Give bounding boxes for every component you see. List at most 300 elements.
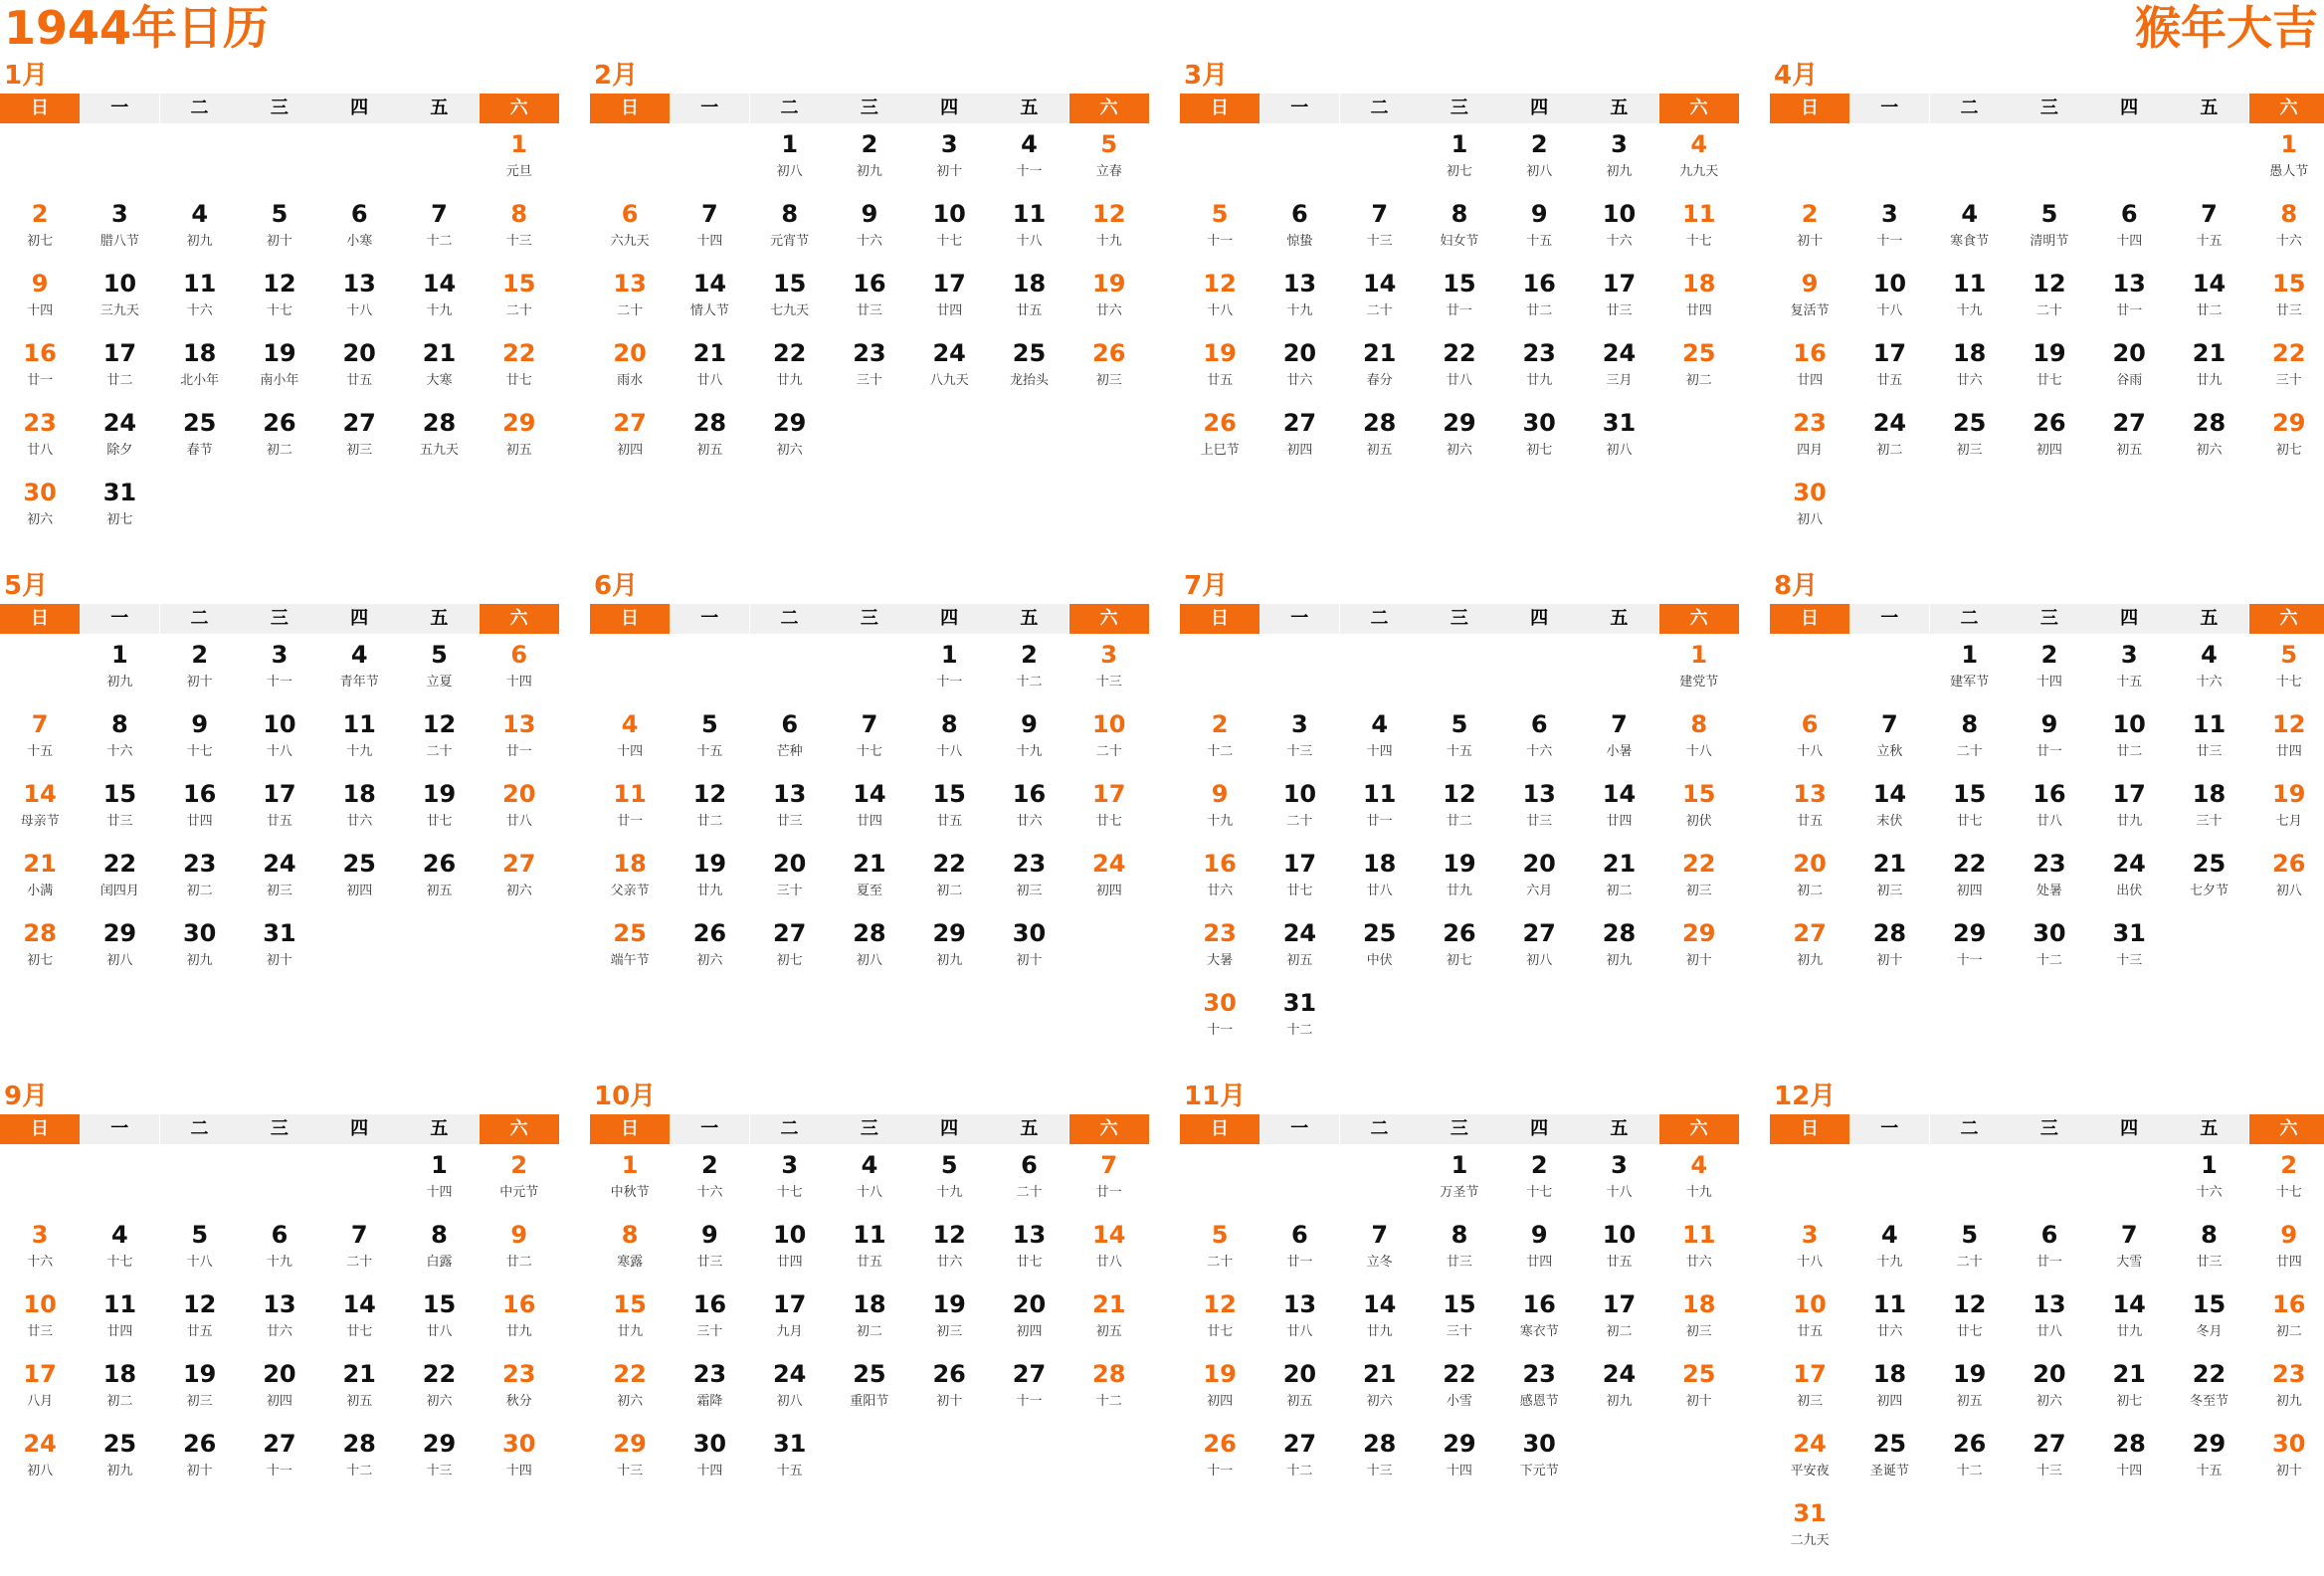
lunar-label: 中秋节 <box>610 1185 650 1200</box>
weekday-label: 五 <box>989 604 1068 634</box>
day-cell <box>0 1423 80 1492</box>
day-number: 22 <box>1443 339 1476 367</box>
day-number: 8 <box>2201 1221 2218 1249</box>
lunar-label: 初九 <box>186 953 213 968</box>
day-cell <box>2249 123 2324 193</box>
day-cell <box>1770 402 1849 472</box>
day-cell <box>1259 912 1339 982</box>
day-number: 17 <box>1793 1360 1827 1388</box>
day-number: 23 <box>23 409 57 437</box>
weekday-label: 一 <box>1259 1114 1339 1144</box>
day-number: 18 <box>853 1290 886 1318</box>
weekday-label: 六 <box>480 604 559 634</box>
lunar-label: 初三 <box>1016 884 1043 898</box>
lunar-label: 九九天 <box>1679 164 1719 179</box>
weekday-label: 日 <box>1770 1114 1849 1144</box>
lunar-label: 初四 <box>2035 443 2062 458</box>
lunar-label: 二十 <box>2035 303 2062 318</box>
day-cell <box>750 703 830 773</box>
day-cell <box>1180 1423 1259 1492</box>
day-number: 25 <box>1012 339 1047 367</box>
day-grid <box>0 1144 559 1492</box>
day-number: 30 <box>1012 919 1047 947</box>
day-cell <box>2010 193 2089 263</box>
lunar-label: 十三 <box>426 1464 453 1478</box>
lunar-label: 二十 <box>346 1255 373 1270</box>
lunar-label: 初四 <box>1286 443 1313 458</box>
day-number: 10 <box>1092 710 1126 738</box>
lunar-label: 十七 <box>2275 1185 2302 1200</box>
day-number: 19 <box>263 339 296 367</box>
day-cell <box>989 773 1068 843</box>
day-number: 14 <box>422 270 457 297</box>
day-cell <box>240 634 319 703</box>
day-number: 10 <box>772 1221 807 1249</box>
day-number: 16 <box>23 339 57 367</box>
day-number: 10 <box>1872 270 1907 297</box>
lunar-label: 初二 <box>2275 1324 2302 1339</box>
lunar-label: 初三 <box>186 1394 213 1409</box>
lunar-label: 十六 <box>1606 234 1633 249</box>
day-cell <box>1259 1353 1339 1423</box>
day-number: 29 <box>2192 1430 2227 1458</box>
weekday-label: 六 <box>1659 1114 1739 1144</box>
day-cell <box>670 1144 749 1214</box>
day-cell <box>1659 912 1739 982</box>
weekday-label: 三 <box>240 604 319 634</box>
day-cell <box>1659 843 1739 912</box>
day-number: 19 <box>1203 339 1237 367</box>
day-cell <box>989 703 1068 773</box>
day-number: 20 <box>263 1360 296 1388</box>
day-cell <box>1340 402 1420 472</box>
day-number: 28 <box>1362 409 1397 437</box>
lunar-label: 初六 <box>617 1394 644 1409</box>
day-number: 25 <box>102 1430 137 1458</box>
day-cell <box>1579 1144 1658 1214</box>
day-cell <box>240 263 319 332</box>
day-number: 27 <box>613 409 647 437</box>
empty-cell <box>750 634 830 703</box>
day-number: 29 <box>2272 409 2306 437</box>
day-cell <box>80 472 159 541</box>
day-cell <box>80 703 159 773</box>
weekday-label: 四 <box>909 604 989 634</box>
day-number: 20 <box>1282 1360 1317 1388</box>
day-cell <box>1930 1214 2010 1283</box>
lunar-label: 初五 <box>2116 443 2143 458</box>
lunar-label: 廿三 <box>776 814 803 829</box>
lunar-label: 十七 <box>776 1185 803 1200</box>
lunar-label: 廿七 <box>2035 373 2062 388</box>
day-number: 23 <box>1522 1360 1556 1388</box>
day-number: 28 <box>23 919 57 947</box>
lunar-label: 初四 <box>1207 1394 1234 1409</box>
day-cell <box>1180 1353 1259 1423</box>
day-number: 13 <box>1793 780 1827 808</box>
day-number: 21 <box>422 339 457 367</box>
weekday-header <box>0 604 559 634</box>
lunar-label: 十八 <box>1685 744 1712 759</box>
lunar-label: 初二 <box>936 884 963 898</box>
day-cell <box>2089 402 2169 472</box>
weekday-header <box>1770 1114 2324 1144</box>
day-cell <box>750 773 830 843</box>
day-number: 13 <box>502 710 536 738</box>
day-cell <box>1579 703 1658 773</box>
day-number: 5 <box>701 710 718 738</box>
day-cell <box>80 1283 159 1353</box>
lunar-label: 二十 <box>1095 744 1122 759</box>
weekday-label: 二 <box>160 1114 240 1144</box>
lunar-label: 初六 <box>426 1394 453 1409</box>
day-cell <box>670 263 749 332</box>
day-number: 13 <box>1282 270 1317 297</box>
day-cell <box>1180 1214 1259 1283</box>
empty-cell <box>2169 123 2248 193</box>
lunar-label: 廿五 <box>1797 814 1824 829</box>
day-cell <box>319 402 399 472</box>
weekday-label: 六 <box>2249 1114 2324 1144</box>
day-number: 17 <box>23 1360 57 1388</box>
day-number: 22 <box>1443 1360 1476 1388</box>
day-cell <box>750 1214 830 1283</box>
day-cell <box>1499 1283 1579 1353</box>
day-cell <box>750 193 830 263</box>
day-cell <box>80 332 159 402</box>
day-number: 19 <box>1952 1360 1987 1388</box>
month-block <box>590 58 1149 555</box>
day-number: 15 <box>772 270 807 297</box>
day-number: 20 <box>502 780 536 808</box>
empty-cell <box>240 123 319 193</box>
lunar-label: 感恩节 <box>1519 1394 1559 1409</box>
day-number: 28 <box>2192 409 2227 437</box>
day-cell <box>1849 773 1929 843</box>
lunar-label: 廿三 <box>27 1324 54 1339</box>
day-cell <box>909 1144 989 1214</box>
day-cell <box>1770 472 1849 541</box>
weekday-label: 六 <box>2249 604 2324 634</box>
lunar-label: 出伏 <box>2116 884 2143 898</box>
day-cell <box>240 703 319 773</box>
lunar-label: 廿五 <box>1797 1324 1824 1339</box>
day-cell <box>1849 703 1929 773</box>
day-number: 11 <box>102 1290 137 1318</box>
day-cell <box>1069 1353 1149 1423</box>
lunar-label: 十八 <box>346 303 373 318</box>
weekday-label: 三 <box>240 1114 319 1144</box>
day-number: 22 <box>932 850 966 878</box>
lunar-label: 廿五 <box>266 814 292 829</box>
day-number: 16 <box>1522 1290 1556 1318</box>
lunar-label: 大暑 <box>1207 953 1234 968</box>
day-cell <box>1340 703 1420 773</box>
lunar-label: 母亲节 <box>20 814 60 829</box>
lunar-label: 廿四 <box>2275 744 2302 759</box>
day-number: 2 <box>1530 130 1548 158</box>
lunar-label: 初九 <box>856 164 882 179</box>
day-number: 28 <box>853 919 886 947</box>
day-cell <box>0 1214 80 1283</box>
day-number: 15 <box>613 1290 647 1318</box>
day-number: 4 <box>2201 641 2218 669</box>
lunar-label: 小满 <box>27 884 54 898</box>
weekday-label: 四 <box>909 94 989 123</box>
day-cell <box>2249 1423 2324 1492</box>
day-number: 23 <box>2272 1360 2306 1388</box>
day-cell <box>480 123 559 193</box>
empty-cell <box>670 123 749 193</box>
day-number: 12 <box>1092 200 1126 228</box>
day-cell <box>1770 703 1849 773</box>
day-number: 14 <box>1872 780 1907 808</box>
day-number: 11 <box>1872 1290 1907 1318</box>
day-number: 22 <box>772 339 807 367</box>
day-cell <box>1770 1423 1849 1492</box>
day-number: 11 <box>613 780 647 808</box>
lunar-label: 初二 <box>856 1324 882 1339</box>
lunar-label: 廿四 <box>2275 1255 2302 1270</box>
lunar-label: 十一 <box>1016 164 1043 179</box>
day-number: 17 <box>1602 270 1637 297</box>
day-cell <box>590 1423 670 1492</box>
day-number: 21 <box>1872 850 1907 878</box>
lunar-label: 十七 <box>936 234 963 249</box>
day-cell <box>80 773 159 843</box>
day-cell <box>1499 912 1579 982</box>
day-cell <box>0 703 80 773</box>
day-cell <box>2010 263 2089 332</box>
lunar-label: 春节 <box>186 443 213 458</box>
day-cell <box>2010 773 2089 843</box>
weekday-header <box>1180 1114 1739 1144</box>
day-number: 5 <box>1211 200 1229 228</box>
lunar-label: 初十 <box>266 953 292 968</box>
day-number: 13 <box>263 1290 296 1318</box>
day-cell <box>319 1353 399 1423</box>
day-cell <box>989 1283 1068 1353</box>
lunar-label: 十一 <box>1956 953 1983 968</box>
day-number: 14 <box>692 270 727 297</box>
lunar-label: 九月 <box>776 1324 803 1339</box>
day-number: 9 <box>510 1221 528 1249</box>
day-cell <box>240 402 319 472</box>
day-number: 24 <box>263 850 296 878</box>
day-number: 13 <box>1282 1290 1317 1318</box>
lunar-label: 廿二 <box>2116 744 2143 759</box>
day-cell <box>1069 773 1149 843</box>
day-number: 7 <box>350 1221 368 1249</box>
weekday-label: 二 <box>1340 94 1420 123</box>
day-cell <box>1259 263 1339 332</box>
day-cell <box>1659 1144 1739 1214</box>
lunar-label: 廿七 <box>1207 1324 1234 1339</box>
day-number: 26 <box>2272 850 2306 878</box>
day-number: 14 <box>2112 1290 2146 1318</box>
weekday-label: 六 <box>1659 604 1739 634</box>
day-cell <box>1340 263 1420 332</box>
day-cell <box>1180 193 1259 263</box>
day-cell <box>1259 843 1339 912</box>
weekday-label: 二 <box>1930 94 2010 123</box>
lunar-label: 十三 <box>1366 234 1393 249</box>
day-number: 2 <box>1530 1151 1548 1179</box>
lunar-label: 廿三 <box>2275 303 2302 318</box>
day-number: 26 <box>932 1360 966 1388</box>
day-cell <box>1340 1214 1420 1283</box>
day-cell <box>590 193 670 263</box>
day-cell <box>240 1214 319 1283</box>
day-cell <box>160 634 240 703</box>
day-number: 27 <box>1012 1360 1047 1388</box>
day-number: 9 <box>1530 1221 1548 1249</box>
day-number: 24 <box>1602 339 1637 367</box>
day-cell <box>1849 1283 1929 1353</box>
weekday-label: 二 <box>750 604 830 634</box>
lunar-label: 初十 <box>1685 1394 1712 1409</box>
empty-cell <box>319 123 399 193</box>
day-number: 8 <box>1961 710 1979 738</box>
lunar-label: 初八 <box>1526 953 1553 968</box>
day-number: 23 <box>1203 919 1237 947</box>
day-number: 17 <box>1602 1290 1637 1318</box>
weekday-label: 一 <box>670 604 749 634</box>
day-cell <box>399 703 479 773</box>
day-cell <box>1849 843 1929 912</box>
weekday-label: 一 <box>1849 94 1929 123</box>
empty-cell <box>0 634 80 703</box>
day-number: 10 <box>1282 780 1317 808</box>
day-cell <box>1499 1214 1579 1283</box>
day-number: 7 <box>1100 1151 1118 1179</box>
day-cell <box>989 1214 1068 1283</box>
empty-cell <box>2010 1144 2089 1214</box>
day-number: 28 <box>1362 1430 1397 1458</box>
day-cell <box>670 1214 749 1283</box>
weekday-label: 五 <box>989 94 1068 123</box>
day-cell <box>1930 703 2010 773</box>
day-number: 23 <box>1793 409 1827 437</box>
day-number: 26 <box>182 1430 217 1458</box>
lunar-label: 十二 <box>346 1464 373 1478</box>
day-number: 22 <box>102 850 137 878</box>
day-cell <box>240 332 319 402</box>
day-cell <box>480 1423 559 1492</box>
day-number: 9 <box>1801 270 1819 297</box>
lunar-label: 初八 <box>776 164 803 179</box>
empty-cell <box>1930 123 2010 193</box>
lunar-label: 廿八 <box>696 373 723 388</box>
day-number: 2 <box>701 1151 718 1179</box>
day-number: 31 <box>1282 989 1317 1017</box>
day-cell <box>1259 332 1339 402</box>
weekday-label: 日 <box>0 604 80 634</box>
weekday-label: 四 <box>2089 604 2169 634</box>
day-cell <box>319 332 399 402</box>
lunar-label: 末伏 <box>1876 814 1903 829</box>
weekday-label: 四 <box>1499 604 1579 634</box>
day-cell <box>399 1214 479 1283</box>
weekday-label: 三 <box>1420 1114 1499 1144</box>
day-cell <box>0 332 80 402</box>
empty-cell <box>1579 634 1658 703</box>
day-number: 19 <box>1092 270 1126 297</box>
day-cell <box>240 1353 319 1423</box>
lunar-label: 十一 <box>1876 234 1903 249</box>
day-number: 27 <box>502 850 536 878</box>
day-cell <box>1259 193 1339 263</box>
day-cell <box>2169 332 2248 402</box>
weekday-label: 三 <box>2010 604 2089 634</box>
lunar-label: 廿九 <box>617 1324 644 1339</box>
lunar-label: 初五 <box>1956 1394 1983 1409</box>
lunar-label: 春分 <box>1366 373 1393 388</box>
lunar-label: 初三 <box>1685 884 1712 898</box>
lunar-label: 建军节 <box>1950 675 1990 690</box>
day-number: 29 <box>502 409 536 437</box>
lunar-label: 初九 <box>186 234 213 249</box>
weekday-label: 六 <box>1659 94 1739 123</box>
lunar-label: 廿一 <box>2035 744 2062 759</box>
lunar-label: 廿五 <box>1606 1255 1633 1270</box>
lunar-label: 南小年 <box>260 373 299 388</box>
day-number: 4 <box>1961 200 1979 228</box>
day-number: 23 <box>853 339 886 367</box>
day-number: 11 <box>853 1221 886 1249</box>
lunar-label: 初十 <box>1876 953 1903 968</box>
lunar-label: 龙抬头 <box>1009 373 1049 388</box>
month-block <box>590 568 1149 1066</box>
lunar-label: 小雪 <box>1446 1394 1472 1409</box>
lunar-label: 立冬 <box>1366 1255 1393 1270</box>
day-cell <box>1180 703 1259 773</box>
lunar-label: 初四 <box>1876 1394 1903 1409</box>
lunar-label: 十七 <box>106 1255 133 1270</box>
day-number: 11 <box>342 710 376 738</box>
lunar-label: 十四 <box>505 675 532 690</box>
day-cell <box>480 332 559 402</box>
day-number: 6 <box>2120 200 2138 228</box>
day-number: 3 <box>271 641 289 669</box>
day-cell <box>319 773 399 843</box>
day-cell <box>1659 1283 1739 1353</box>
lunar-label: 十四 <box>617 744 644 759</box>
day-number: 12 <box>692 780 727 808</box>
day-cell <box>2249 1353 2324 1423</box>
day-number: 25 <box>1952 409 1987 437</box>
day-number: 8 <box>510 200 528 228</box>
day-number: 6 <box>1530 710 1548 738</box>
lunar-label: 八月 <box>27 1394 54 1409</box>
day-cell <box>1499 332 1579 402</box>
lunar-label: 十三 <box>2116 953 2143 968</box>
day-cell <box>399 634 479 703</box>
day-number: 3 <box>111 200 128 228</box>
day-cell <box>1579 843 1658 912</box>
empty-cell <box>0 1144 80 1214</box>
day-cell <box>830 773 909 843</box>
lunar-label: 二十 <box>505 303 532 318</box>
day-number: 14 <box>23 780 57 808</box>
day-cell <box>1770 193 1849 263</box>
day-number: 16 <box>2033 780 2066 808</box>
day-cell <box>670 1353 749 1423</box>
lunar-label: 闰四月 <box>99 884 139 898</box>
day-number: 1 <box>2280 130 2298 158</box>
day-cell <box>1259 773 1339 843</box>
day-number: 18 <box>1682 1290 1716 1318</box>
